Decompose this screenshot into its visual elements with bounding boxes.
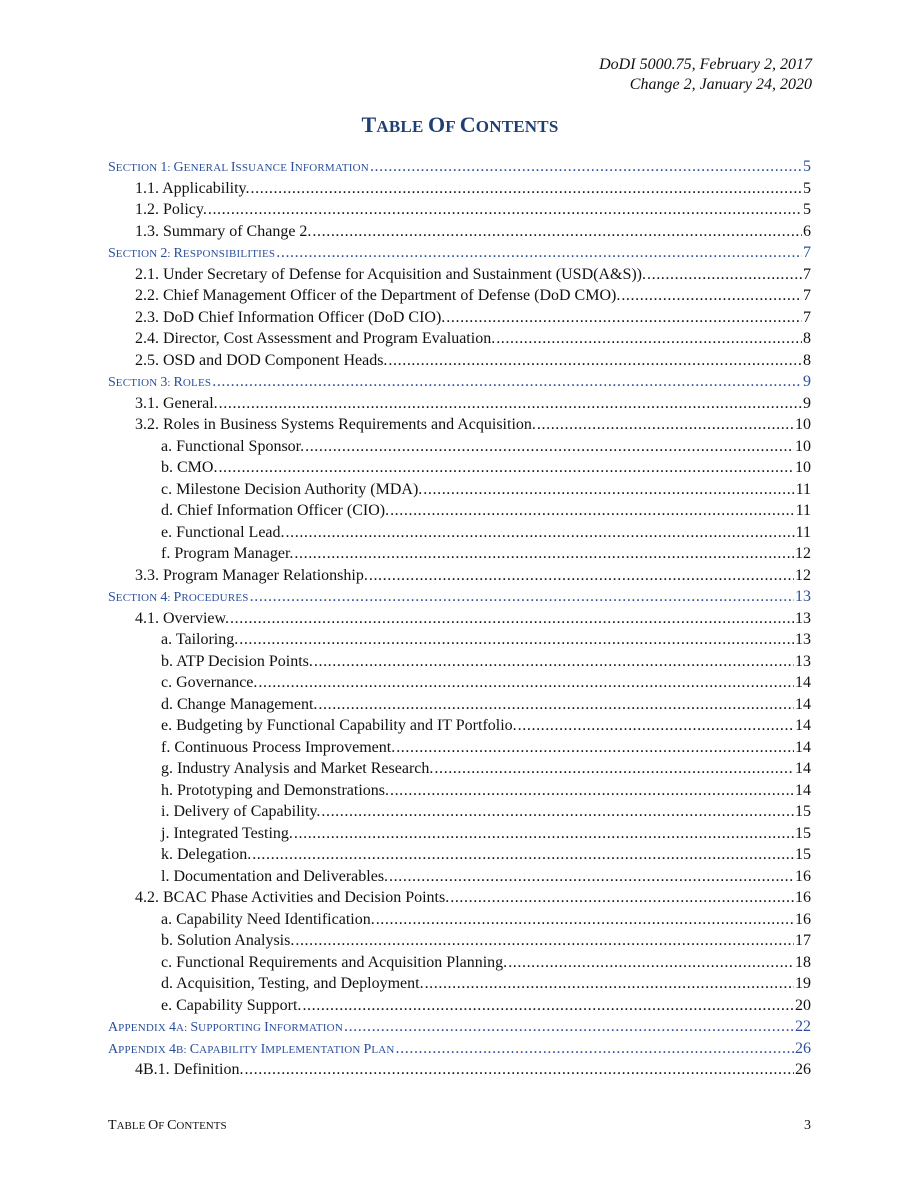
toc-entry-label: APPENDIX 4A: SUPPORTING INFORMATION — [108, 1020, 343, 1035]
toc-entry-link[interactable] — [108, 758, 811, 780]
dot-leader — [423, 479, 794, 501]
toc-page-number: 10 — [795, 459, 811, 476]
toc-entry-label: f. Continuous Process Improvement. — [161, 738, 396, 756]
toc-entry-link[interactable] — [108, 414, 811, 436]
toc-entry-link[interactable] — [108, 715, 811, 737]
toc-page-number: 12 — [795, 566, 811, 584]
toc-entry-link[interactable] — [108, 522, 811, 544]
toc-section-link[interactable] — [108, 1038, 811, 1060]
toc-entry-label: 3.1. General. — [135, 394, 218, 412]
dot-leader — [446, 307, 802, 329]
dot-leader — [647, 264, 802, 286]
toc-page-number: 5 — [803, 201, 811, 218]
document-id-date: DoDI 5000.75, February 2, 2017 — [599, 56, 812, 73]
dot-leader — [252, 844, 794, 866]
toc-entry-link[interactable] — [108, 930, 811, 952]
dot-leader — [312, 221, 802, 243]
dot-leader — [258, 672, 794, 694]
dot-leader — [295, 930, 794, 952]
toc-page-number: 10 — [795, 437, 811, 455]
document-header — [599, 55, 812, 95]
toc-page-number: 11 — [795, 502, 811, 519]
toc-entry-link[interactable] — [108, 672, 811, 694]
dot-leader — [314, 651, 794, 673]
toc-page-number: 6 — [803, 222, 811, 240]
toc-entry-link[interactable] — [108, 565, 811, 587]
toc-entry-label: 3.2. Roles in Business Systems Requirements and Acquisition. — [135, 416, 536, 433]
toc-entry-link[interactable] — [108, 844, 811, 866]
dot-leader — [302, 995, 794, 1017]
toc-page-number: 12 — [795, 545, 811, 562]
toc-page-number: 19 — [795, 975, 811, 992]
dot-leader — [396, 1038, 794, 1060]
toc-entry-label: 2.3. DoD Chief Information Officer (DoD CIO). — [135, 308, 446, 326]
table-of-contents — [108, 156, 811, 1081]
toc-entry-link[interactable] — [108, 328, 811, 350]
toc-entry-label: 4.2. BCAC Phase Activities and Decision Points. — [135, 889, 450, 906]
toc-page-number: 13 — [795, 588, 811, 605]
toc-entry-label: b. CMO. — [161, 459, 218, 476]
dot-leader — [388, 350, 802, 372]
toc-entry-link[interactable] — [108, 629, 811, 651]
toc-entry-link[interactable] — [108, 500, 811, 522]
toc-entry-label: d. Chief Information Officer (CIO). — [161, 502, 390, 519]
toc-page-number: 14 — [795, 717, 811, 734]
dot-leader — [344, 1016, 794, 1038]
dot-leader — [450, 887, 794, 909]
toc-entry-label: e. Budgeting by Functional Capability and IT Portfolio. — [161, 717, 517, 734]
dot-leader — [389, 866, 794, 888]
toc-page-number: 15 — [795, 803, 811, 820]
toc-entry-label: 2.2. Chief Management Officer of the Department of Defense (DoD CMO). — [135, 287, 621, 304]
dot-leader — [376, 909, 794, 931]
dot-leader — [294, 823, 794, 845]
toc-entry-label: 3.3. Program Manager Relationship. — [135, 566, 368, 584]
dot-leader — [537, 414, 794, 436]
toc-entry-label: a. Tailoring. — [161, 631, 239, 648]
toc-entry-label: SECTION 3: ROLES — [108, 375, 212, 390]
toc-entry-link[interactable] — [108, 543, 811, 565]
toc-entry-label: b. ATP Decision Points. — [161, 652, 313, 670]
toc-page-number: 22 — [795, 1018, 811, 1035]
toc-entry-label: 4B.1. Definition. — [135, 1061, 244, 1078]
dot-leader — [390, 780, 794, 802]
page-footer — [108, 1118, 811, 1134]
toc-entry-link[interactable] — [108, 737, 811, 759]
toc-page-number: 7 — [803, 244, 811, 261]
toc-entry-link[interactable] — [108, 694, 811, 716]
toc-page-number: 14 — [795, 674, 811, 691]
toc-entry-label: SECTION 1: GENERAL ISSUANCE INFORMATION — [108, 160, 369, 175]
dot-leader — [218, 457, 794, 479]
toc-entry-label: h. Prototyping and Demonstrations. — [161, 781, 389, 799]
toc-entry-label: c. Governance. — [161, 674, 258, 691]
dot-leader — [318, 694, 794, 716]
toc-section-link[interactable] — [108, 586, 811, 608]
toc-entry-link[interactable] — [108, 436, 811, 458]
toc-entry-label: g. Industry Analysis and Market Research. — [161, 760, 434, 777]
dot-leader — [425, 973, 794, 995]
toc-page-number: 10 — [795, 416, 811, 433]
dot-leader — [434, 758, 794, 780]
change-date: Change 2, January 24, 2020 — [629, 76, 812, 93]
toc-entry-link[interactable] — [108, 952, 811, 974]
toc-page-number: 9 — [803, 394, 811, 412]
toc-entry-link[interactable] — [108, 866, 811, 888]
dot-leader — [276, 242, 802, 264]
toc-page-number: 14 — [795, 760, 811, 777]
toc-entry-label: c. Functional Requirements and Acquisition Planning. — [161, 953, 508, 971]
toc-entry-link[interactable] — [108, 780, 811, 802]
dot-leader — [305, 436, 794, 458]
dot-leader — [208, 199, 802, 221]
toc-page-number: 8 — [803, 351, 811, 369]
toc-entry-label: APPENDIX 4B: CAPABILITY IMPLEMENTATION PLAN — [108, 1041, 395, 1057]
toc-entry-link[interactable] — [108, 973, 811, 995]
toc-entry-label: 2.5. OSD and DOD Component Heads. — [135, 351, 388, 369]
toc-page-number: 20 — [795, 996, 811, 1014]
toc-page-number: 7 — [803, 287, 811, 304]
dot-leader — [244, 1059, 794, 1081]
dot-leader — [230, 608, 794, 630]
toc-entry-link[interactable] — [108, 995, 811, 1017]
dot-leader — [370, 156, 802, 178]
toc-entry-link[interactable] — [108, 1059, 811, 1081]
toc-entry-link[interactable] — [108, 199, 811, 221]
toc-entry-label: SECTION 4: PROCEDURES — [108, 590, 249, 605]
page-title: TABLE OF CONTENTS — [361, 112, 559, 137]
toc-page-number: 14 — [795, 781, 811, 799]
toc-page-number: 5 — [803, 179, 811, 197]
toc-page-number: 13 — [795, 609, 811, 627]
toc-entry-label: e. Capability Support. — [161, 996, 302, 1014]
toc-page-number: 15 — [795, 846, 811, 863]
dot-leader — [518, 715, 794, 737]
toc-entry-link[interactable] — [108, 801, 811, 823]
toc-page-number: 14 — [795, 738, 811, 756]
toc-page-number: 13 — [795, 631, 811, 648]
toc-entry-link[interactable] — [108, 823, 811, 845]
toc-entry-label: 1.1. Applicability. — [135, 179, 250, 197]
toc-page-number: 13 — [795, 652, 811, 670]
toc-page-number: 8 — [803, 330, 811, 347]
toc-entry-label: l. Documentation and Deliverables. — [161, 867, 389, 885]
toc-entry-label: a. Capability Need Identification. — [161, 910, 375, 928]
toc-entry-label: 1.3. Summary of Change 2. — [135, 222, 312, 240]
dot-leader — [396, 737, 794, 759]
toc-entry-label: 4.1. Overview. — [135, 609, 230, 627]
toc-page-number: 11 — [795, 523, 811, 541]
toc-entry-label: d. Acquisition, Testing, and Deployment. — [161, 975, 424, 992]
toc-entry-label: 1.2. Policy. — [135, 201, 207, 218]
toc-page-number: 16 — [795, 889, 811, 906]
toc-section-link[interactable] — [108, 371, 811, 393]
toc-entry-link[interactable] — [108, 264, 811, 286]
dot-leader — [286, 522, 795, 544]
dot-leader — [251, 178, 802, 200]
toc-entry-link[interactable] — [108, 887, 811, 909]
toc-entry-link[interactable] — [108, 285, 811, 307]
toc-page-number: 16 — [795, 910, 811, 928]
toc-page-number: 18 — [795, 953, 811, 971]
dot-leader — [239, 629, 794, 651]
dot-leader — [294, 543, 794, 565]
toc-page-number: 7 — [803, 265, 811, 283]
toc-page-number: 26 — [795, 1039, 811, 1057]
dot-leader — [621, 285, 802, 307]
toc-entry-label: f. Program Manager. — [161, 545, 294, 562]
toc-entry-label: 2.4. Director, Cost Assessment and Program Evaluation. — [135, 330, 496, 347]
toc-page-number: 17 — [795, 932, 811, 949]
dot-leader — [496, 328, 802, 350]
toc-entry-label: j. Integrated Testing. — [161, 824, 293, 842]
toc-entry-label: k. Delegation. — [161, 846, 252, 863]
toc-page-number: 9 — [803, 373, 811, 390]
toc-entry-label: e. Functional Lead. — [161, 523, 285, 541]
toc-entry-link[interactable] — [108, 307, 811, 329]
footer-label: TABLE OF CONTENTS — [108, 1118, 227, 1133]
dot-leader — [390, 500, 795, 522]
dot-leader — [508, 952, 794, 974]
toc-page-number: 7 — [803, 308, 811, 326]
dot-leader — [212, 371, 802, 393]
toc-page-number: 15 — [795, 824, 811, 842]
toc-entry-label: a. Functional Sponsor. — [161, 437, 305, 455]
toc-page-number: 14 — [795, 695, 811, 713]
toc-entry-label: c. Milestone Decision Authority (MDA). — [161, 480, 423, 498]
toc-entry-link[interactable] — [108, 221, 811, 243]
toc-page-number: 5 — [803, 158, 811, 175]
toc-entry-link[interactable] — [108, 479, 811, 501]
toc-entry-link[interactable] — [108, 651, 811, 673]
page-number: 3 — [804, 1118, 811, 1133]
toc-entry-link[interactable] — [108, 608, 811, 630]
dot-leader — [321, 801, 794, 823]
toc-entry-label: 2.1. Under Secretary of Defense for Acquisition and Sustainment (USD(A&S)). — [135, 265, 646, 283]
toc-entry-link[interactable] — [108, 178, 811, 200]
toc-entry-label: b. Solution Analysis. — [161, 932, 295, 949]
toc-entry-link[interactable] — [108, 393, 811, 415]
toc-page-number: 26 — [795, 1061, 811, 1078]
dot-leader — [369, 565, 794, 587]
toc-section-link[interactable] — [108, 242, 811, 264]
toc-section-link[interactable] — [108, 156, 811, 178]
toc-entry-link[interactable] — [108, 909, 811, 931]
toc-entry-label: i. Delivery of Capability. — [161, 803, 321, 820]
toc-entry-link[interactable] — [108, 350, 811, 372]
dot-leader — [219, 393, 802, 415]
dot-leader — [250, 586, 794, 608]
toc-section-link[interactable] — [108, 1016, 811, 1038]
toc-entry-label: SECTION 2: RESPONSIBILITIES — [108, 246, 276, 261]
toc-page-number: 11 — [795, 480, 811, 498]
toc-entry-link[interactable] — [108, 457, 811, 479]
toc-entry-label: d. Change Management. — [161, 695, 318, 713]
toc-page-number: 16 — [795, 867, 811, 885]
